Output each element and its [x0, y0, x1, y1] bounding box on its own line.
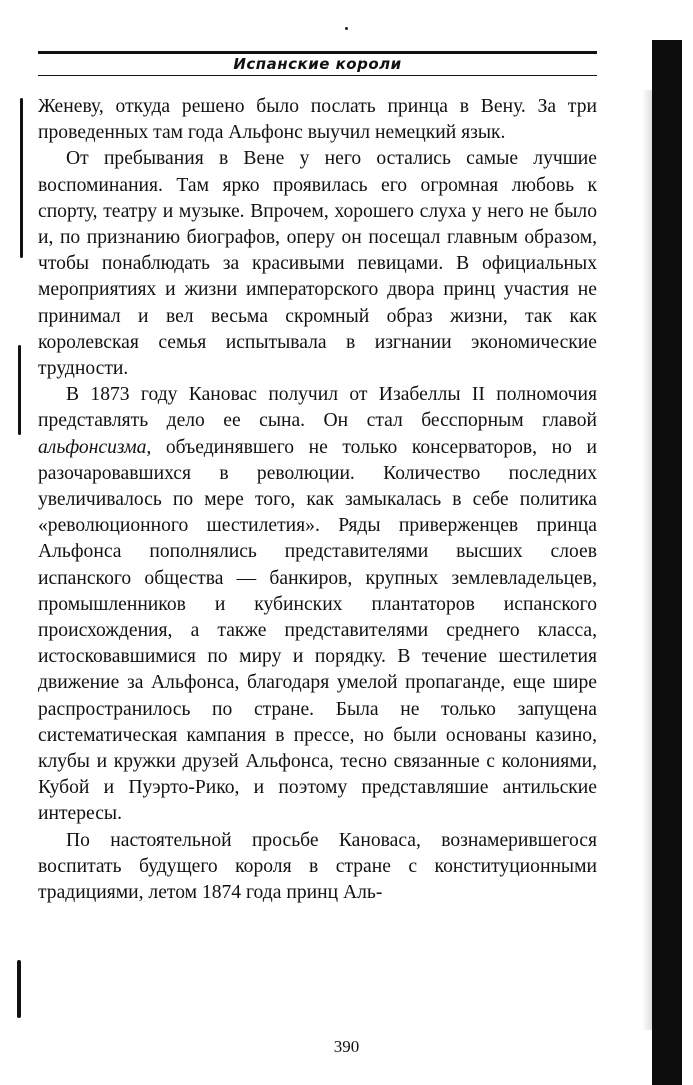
paragraph-4: По настоятельной просьбе Кановаса, вознамерившегося воспитать будущего короля в стране с конституционными традициями, летом 1874 года принц Аль- [38, 829, 597, 904]
paragraph-3-start: В 1873 году Кановас получил от Изабеллы II полномочия представлять дело ее сына. Он стал бесспорным главой [38, 384, 597, 432]
running-head: Испанские короли [233, 55, 402, 73]
paragraph-1: Женеву, откуда решено было послать принца в Вену. За три проведенных там года Альфонс выучил немецкий язык. [38, 96, 597, 144]
body-text [38, 94, 597, 906]
scan-speck [345, 27, 348, 30]
page-number: 390 [333, 1037, 360, 1056]
paragraph-2: От пребывания в Вене у него остались самые лучшие воспоминания. Там ярко проявилась его огромная любовь к спорту, театру и музыке. Впрочем, хорошего слуха у него не было и, по признанию биографов, оперу он посещал главным образом, чтобы понаблюдать за красивыми певицами. В официальных мероприятиях и жизни императорского двора принц участия не принимал и вел весьма скромный образ жизни, так как королевская семья испытывала в изгнании экономические трудности. [38, 148, 597, 380]
margin-mark-1 [20, 98, 23, 258]
page-edge-dark [652, 40, 682, 1085]
paragraph-3-term: альфонсизма, [38, 436, 152, 458]
header-rule-top [38, 51, 597, 54]
header-rule-bottom [38, 75, 597, 76]
paragraph-3 [38, 382, 597, 827]
margin-mark-2 [18, 345, 21, 435]
paragraph-3-end: объединявшего не только консерваторов, но и разочаровавшихся в революции. Количество последних увеличивалось по мере того, как замыкалась в себе политика «революционного шестилетия». Ряды приверженцев принца Альфонса пополнялись представителями высших слоев испанского общества — банкиров, крупных землевладельцев, промышленников и кубинских плантаторов испанского происхождения, а также представителями среднего класса, истосковавшимися по миру и порядку. В течение шестилетия движение за Альфонса, благодаря умелой пропаганде, еще шире распространилось по стране. Была не только запущена систематическая кампания в прессе, но были основаны казино, клубы и кружки друзей Альфонса, тесно связанные с колониями, Кубой и Пуэрто-Рико, и поэтому представляшие антильские интересы. [38, 436, 597, 825]
margin-mark-3 [17, 960, 21, 1018]
